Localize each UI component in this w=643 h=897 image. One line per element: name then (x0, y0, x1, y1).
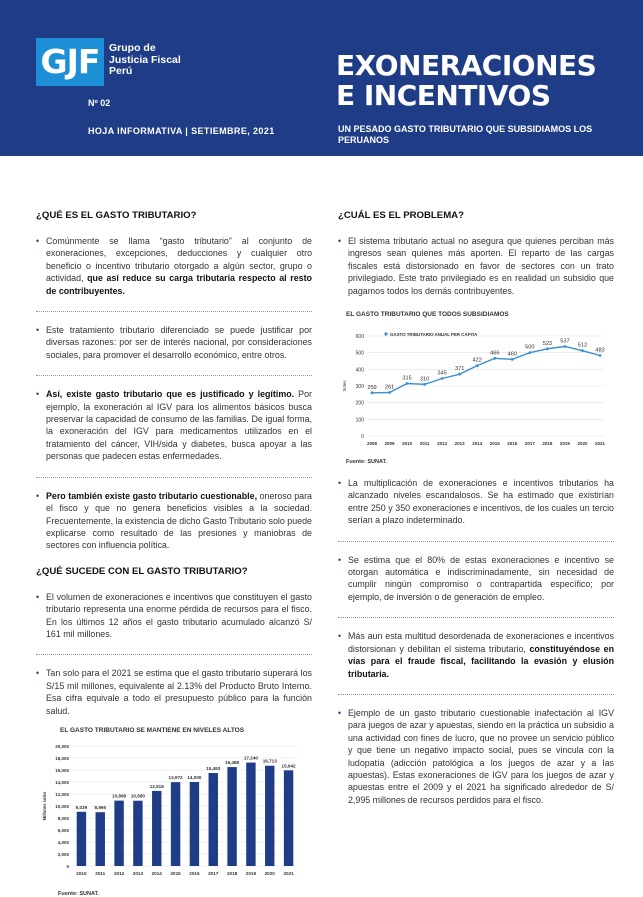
y-tick-label: 16,000 (55, 767, 69, 773)
y-tick-label: 2,000 (57, 851, 69, 857)
paragraph: • Más aun esta multitud desordenada de exoneraciones e incentivos distorsionan y debilitan el sistema tributario, constituyéndose en vías para el fraude fiscal, facilitando la evasión y elusión tributaria. (338, 630, 614, 680)
divider (36, 477, 312, 478)
paragraph: • Ejemplo de un gasto tributario cuestionable inafectación al IGV para juegos de azar y apuestas, siendo en la práctica un subsidio a una actividad con fines de lucro, que no provee un servicio público y que tiene un negativo impacto social, pues se vincula con la ludopatía (adicción patológica a los juegos de azar y a las apuestas). Estas exoneraciones de IGV para los juegos de azar y apuestas entre el 2009 y el 2021 ha significado alrededor de S/ 2,995 millones de recursos perdidos para el fisco. (338, 707, 614, 806)
divider (36, 311, 312, 312)
y-tick-label: 0 (66, 863, 69, 869)
x-tick-label: 2009 (384, 441, 395, 447)
data-label: 17,240 (243, 755, 258, 761)
right-column (338, 210, 614, 820)
data-label: 13,972 (168, 775, 183, 781)
data-label: 16,713 (262, 758, 277, 764)
bar (209, 773, 218, 866)
paragraph: • Pero también existe gasto tributario cuestionable, oneroso para el fisco y que no genera beneficios visibles a la sociedad. Frecuentemente, la existencia de dicho Gasto Tributario solo puede explicarse como resultado de las presiones y maniobras de sectores con influencia política. (36, 490, 312, 552)
paragraph: • El volumen de exoneraciones e incentivos que constituyen el gasto tributario representa una enorme pérdida de recursos para el fisco. En los últimos 12 años el gasto tributario acumulado alcanzó S/ 161 mil millones. (36, 591, 312, 641)
x-tick-label: 2020 (264, 870, 275, 876)
page-subtitle: UN PESADO GASTO TRIBUTARIO QUE SUBSIDIAMOS LOS PERUANOS (338, 124, 593, 145)
data-label: 460 (507, 351, 517, 358)
data-point (564, 345, 567, 348)
y-tick-label: 600 (355, 334, 364, 341)
data-label: 466 (490, 350, 500, 357)
data-label: 310 (419, 376, 430, 383)
data-point (546, 347, 549, 350)
data-label: 10,898 (112, 793, 127, 799)
paragraph: • La multiplicación de exoneraciones e incentivos tributarios ha alcanzado niveles escandalosos. Se ha estimado que existirían entre 250 y 350 exoneraciones e incentivos, de los cuales un tercio serían a plazo indeterminado. (338, 477, 614, 527)
left-column (36, 210, 312, 897)
x-tick-label: 2013 (132, 870, 144, 876)
data-label: 12,518 (149, 783, 164, 789)
legend-marker (384, 332, 387, 335)
logo-line-2: Justicia Fiscal (109, 53, 181, 66)
x-tick-label: 2012 (437, 441, 448, 447)
divider (338, 617, 614, 618)
y-tick-label: 10,000 (55, 803, 69, 809)
data-label: 8,966 (94, 805, 106, 811)
data-point (493, 357, 496, 360)
data-label: 483 (595, 347, 605, 354)
data-point (511, 358, 514, 361)
data-label: 16,488 (225, 760, 240, 766)
data-point (528, 351, 531, 354)
x-tick-label: 2014 (151, 870, 162, 876)
data-label: 15,942 (281, 763, 296, 769)
paragraph: • Tan solo para el 2021 se estima que el gasto tributario superará los S/15 mil millones, equivalente al 2.13% del Producto Bruto Interno. Esa cifra equivale a todo el presupuesto público para la función salud. (36, 667, 312, 717)
bar (246, 763, 255, 866)
divider (36, 375, 312, 376)
bar-chart (36, 738, 306, 883)
page-title (336, 51, 596, 111)
x-tick-label: 2010 (76, 870, 87, 876)
paragraph: • Así, existe gasto tributario que es justificado y legítimo. Por ejemplo, la exoneración al IGV para los alimentos básicos busca preservar la capacidad de consumo de las familias. De igual forma, la exoneración del IGV para medicamentos utilizados en el tratamiento del cáncer, VIH/sida y diabetes, busca apoyar a las personas que padecen estas enfermedades. (36, 388, 312, 462)
data-label: 422 (472, 357, 482, 364)
bar (227, 767, 236, 866)
heading-que-es: ¿QUÉ ES EL GASTO TRIBUTARIO? (36, 210, 197, 221)
x-tick-label: 2015 (489, 441, 500, 447)
data-label: 537 (560, 338, 570, 345)
x-tick-label: 2008 (366, 441, 378, 447)
bar (77, 812, 86, 866)
x-tick-label: 2012 (113, 870, 125, 876)
x-tick-label: 2018 (226, 870, 238, 876)
gjf-logo: GJF (36, 38, 104, 86)
issue-number: Nº 02 (88, 98, 111, 108)
bar (171, 782, 180, 866)
y-tick-label: 4,000 (57, 839, 69, 845)
logo-line-3: Perú (109, 65, 133, 77)
data-label: 523 (542, 340, 553, 347)
x-tick-label: 2010 (402, 441, 413, 447)
divider (338, 541, 614, 542)
bar (284, 770, 293, 866)
x-tick-label: 2019 (245, 870, 257, 876)
data-point (441, 377, 444, 380)
data-label: 315 (402, 375, 412, 382)
data-point (371, 391, 374, 394)
data-point (581, 349, 584, 352)
y-tick-label: 300 (355, 384, 364, 391)
x-tick-label: 2020 (577, 441, 588, 447)
data-label: 15,493 (206, 766, 221, 772)
data-label: 512 (577, 342, 588, 349)
x-tick-label: 2011 (95, 870, 106, 876)
data-label: 14,000 (187, 774, 202, 780)
bar-chart-source: Fuente: SUNAT. (58, 890, 99, 897)
bar (190, 782, 199, 866)
logo-line-1: Grupo de (109, 42, 156, 54)
y-tick-label: 200 (355, 400, 364, 407)
x-tick-label: 2019 (559, 441, 570, 447)
y-tick-label: 0 (361, 434, 364, 441)
x-tick-label: 2011 (419, 441, 430, 447)
x-tick-label: 2017 (524, 441, 535, 447)
x-tick-label: 2015 (170, 870, 181, 876)
data-label: 345 (437, 370, 447, 377)
x-tick-label: 2017 (208, 870, 219, 876)
bar (133, 801, 142, 866)
line-chart (338, 322, 614, 452)
data-label: 261 (384, 384, 395, 391)
logo-text (109, 43, 229, 78)
paragraph: • Se estima que el 80% de estas exoneraciones e incentivo se otorgan automática e indiscriminadamente, sin necesidad de cumplir ningún compromiso o contrapartida específico; por ejemplo, de inversión o de generación de empleo. (338, 554, 614, 604)
x-tick-label: 2013 (454, 441, 465, 447)
y-tick-label: 500 (355, 350, 364, 357)
y-tick-label: 14,000 (55, 779, 69, 785)
heading-que-sucede: ¿QUÉ SUCEDE CON EL GASTO TRIBUTARIO? (36, 565, 248, 577)
paragraph: • El sistema tributario actual no asegura que quienes perciban más ingresos sean quienes más aporten. El reparto de las cargas fiscales está distorsionado en favor de sectores con un trato privilegiado. Este trato privilegiado es en realidad un subsidio que pagamos todos los demás contribuyentes. (338, 235, 614, 297)
line-chart-title: EL GASTO TRIBUTARIO QUE TODOS SUBSIDIAMOS (346, 311, 509, 319)
bar (96, 812, 105, 866)
data-label: 371 (455, 366, 465, 373)
x-tick-label: 2018 (542, 441, 553, 447)
bar (265, 766, 274, 866)
bar (114, 801, 123, 866)
x-tick-label: 2021 (283, 870, 294, 876)
data-point (406, 382, 409, 385)
y-tick-label: 8,000 (57, 815, 69, 821)
data-label: 9,039 (75, 804, 88, 810)
data-point (458, 373, 461, 376)
y-axis-label: Soles (342, 380, 347, 392)
line-chart-source: Fuente: SUNAT. (346, 459, 387, 466)
data-point (423, 383, 426, 386)
x-tick-label: 2016 (189, 870, 200, 876)
paragraph: • Comúnmente se llama “gasto tributario” al conjunto de exoneraciones, excepciones, deducciones y cualquier otro beneficio o incentivo tributario otorgado a algún sector, grupo o actividad, que así reduce su carga tributaria respecto al resto de contribuyentes. (36, 235, 312, 297)
data-label: 10,880 (130, 793, 145, 799)
bar-chart-title: EL GASTO TRIBUTARIO SE MANTIENE EN NIVELES ALTOS (60, 726, 245, 734)
data-point (388, 391, 391, 394)
y-tick-label: 20,000 (55, 743, 69, 749)
y-tick-label: 400 (355, 367, 364, 374)
y-axis-label: Millones soles (42, 791, 47, 821)
y-tick-label: 18,000 (55, 755, 69, 761)
x-tick-label: 2021 (594, 441, 606, 447)
x-tick-label: 2016 (507, 441, 518, 447)
paragraph: • Este tratamiento tributario diferenciado se puede justificar por diversas razones: por ser de interés nacional, por consideraciones sociales, para promover el desarrollo económico, entre otros. (36, 324, 312, 361)
y-tick-label: 12,000 (55, 791, 69, 797)
header-banner (0, 0, 643, 156)
divider (36, 654, 312, 655)
x-tick-label: 2014 (472, 441, 483, 447)
heading-problema: ¿CUÁL ES EL PROBLEMA? (338, 210, 464, 221)
data-label: 259 (367, 384, 377, 391)
bar (152, 791, 161, 866)
title-line-1: EXONERACIONES (336, 49, 597, 82)
data-point (599, 354, 602, 357)
info-line: HOJA INFORMATIVA | SETIEMBRE, 2021 (88, 126, 275, 136)
title-line-2: E INCENTIVOS (336, 79, 551, 112)
divider (338, 694, 614, 695)
data-label: 500 (525, 344, 535, 351)
data-point (476, 364, 479, 367)
legend-label: GASTO TRIBUTARIO ANUAL PER CÁPITA (390, 332, 478, 338)
y-tick-label: 6,000 (57, 827, 69, 833)
y-tick-label: 100 (355, 417, 364, 424)
